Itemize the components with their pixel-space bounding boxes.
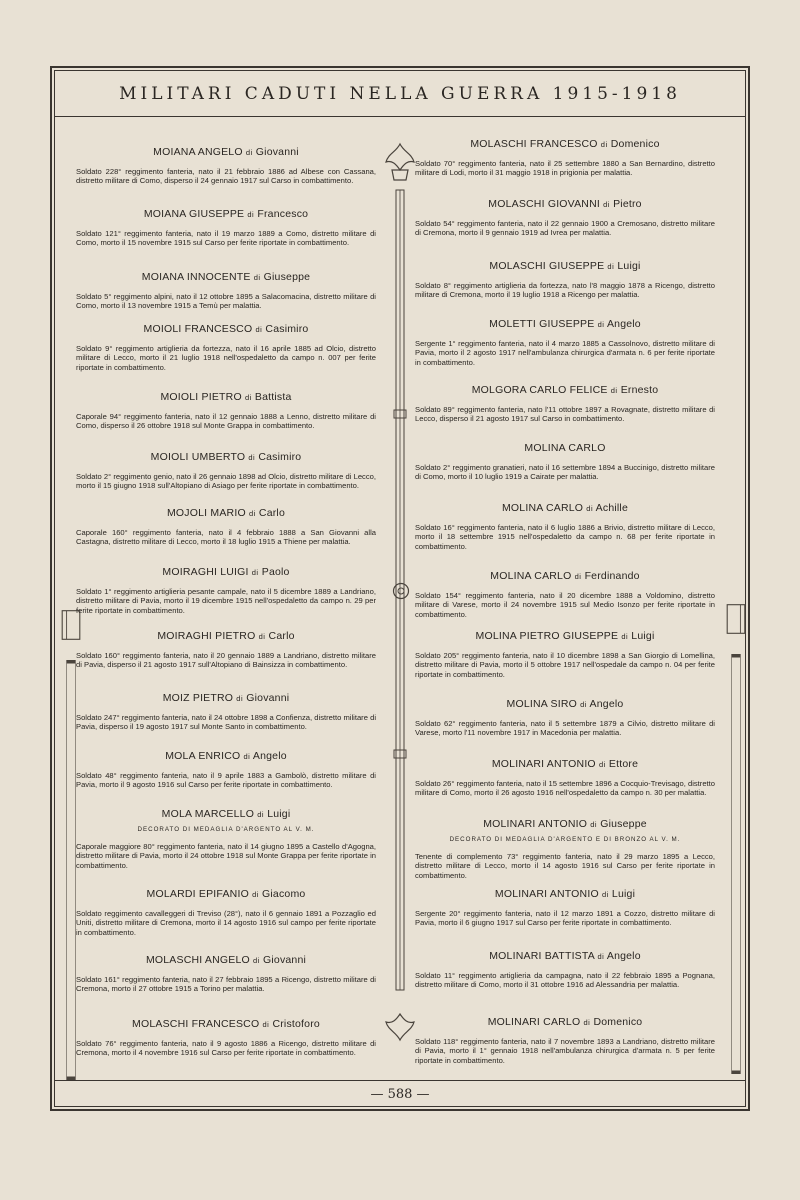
entry-name: MOLASCHI FRANCESCO di Cristoforo <box>132 1018 320 1030</box>
entry-name: MOIRAGHI PIETRO di Carlo <box>157 630 295 642</box>
entry-text: Soldato 8° reggimento artiglieria da fortezza, nato l'8 maggio 1878 a Ricengo, distretto militare di Cremona, morto il 19 luglio 1918 a Ricengo per malattia. <box>415 281 715 300</box>
entry-text: Soldato 2° reggimento genio, nato il 26 gennaio 1898 ad Olcio, distretto militare di Lecco, morto il 15 giugno 1918 sull'Altopiano di Asiago per ferite riportate in combattimento. <box>76 472 376 491</box>
page-number: — 588 — <box>370 1087 430 1102</box>
entry-name: MOJOLI MARIO di Carlo <box>166 507 285 519</box>
entry-name: MOLINARI BATTISTA di Angelo <box>489 950 641 962</box>
entry-name: MOIOLI UMBERTO di Casimiro <box>150 451 302 463</box>
right-pillar-icon <box>725 654 747 1074</box>
entry <box>76 566 376 615</box>
entry <box>76 630 376 670</box>
entry-text: Soldato 9° reggimento artiglieria da fortezza, nato il 16 aprile 1885 ad Olcio, distretto militare di Lecco, morto il 21 luglio 1918 nell'ospedaletto da campo n. 007 per ferite riportate in combattimento. <box>76 344 376 372</box>
entry-decoration: DECORATO DI MEDAGLIA D'ARGENTO E DI BRONZO AL V. M. <box>449 836 681 843</box>
entry <box>415 818 715 880</box>
entry <box>415 138 715 178</box>
entry-name: MOLGORA CARLO FELICE di Ernesto <box>471 384 659 396</box>
entry-name: MOLINA CARLO <box>524 442 606 454</box>
entry-name: MOLA MARCELLO di Luigi <box>161 808 291 820</box>
entry <box>76 750 376 790</box>
entry-text: Soldato 118° reggimento fanteria, nato il 7 novembre 1893 a Landriano, distretto militare di Pavia, morto il 1° gennaio 1918 nell'ambulanza chirurgica d'armata n. 5 per ferite riportate in combattimento. <box>415 1037 715 1065</box>
entry-text: Soldato 160° reggimento fanteria, nato il 20 gennaio 1889 a Landriano, distretto militare di Pavia, disperso il 21 agosto 1917 sull'Altopiano di Bainsizza in combattimento. <box>76 651 376 670</box>
entry-name: MOIOLI PIETRO di Battista <box>160 391 292 403</box>
entry <box>76 692 376 732</box>
entry <box>76 271 376 311</box>
entry-text: Soldato 62° reggimento fanteria, nato il 5 settembre 1879 a Cilvio, distretto militare di Varese, morto l'11 novembre 1917 in Macedonia per malattia. <box>415 719 715 738</box>
entry-text: Soldato 26° reggimento fanteria, nato il 15 settembre 1896 a Cocquio-Trevisago, distretto militare di Como, morto il 26 agosto 1916 nell'ospedaletto da campo n. 30 per malattia. <box>415 779 715 798</box>
entry-text: Soldato 154° reggimento fanteria, nato il 20 dicembre 1888 a Voldomino, distretto militare di Varese, morto il 24 novembre 1915 sul Medio Isonzo per ferite riportate in combattimento. <box>415 591 715 619</box>
entry-name: MOLINARI CARLO di Domenico <box>487 1016 643 1028</box>
entry <box>76 391 376 431</box>
entry-name: MOLINARI ANTONIO di Giuseppe <box>483 818 647 830</box>
footer-divider <box>55 1080 745 1081</box>
entry-text: Soldato 11° reggimento artiglieria da campagna, nato il 22 febbraio 1895 a Pognana, distretto militare di Como, morto il 31 ottobre 1916 ad Alessandria per malattia. <box>415 971 715 990</box>
entry-name: MOLINARI ANTONIO di Luigi <box>494 888 636 900</box>
entry-text: Soldato 1° reggimento artiglieria pesante campale, nato il 5 dicembre 1889 a Landriano, distretto militare di Pavia, morto il 19 dicembre 1915 nell'ospedaletto da campo n. 29 per ferite riportate in combattimento. <box>76 587 376 615</box>
right-banner-icon <box>725 594 747 644</box>
entry <box>76 808 376 870</box>
entry-text: Caporale maggiore 80° reggimento fanteria, nato il 14 giugno 1895 a Castello d'Agogna, distretto militare di Pavia, morto il 24 ottobre 1918 sul Monte Grappa per ferite riportate in combattimento. <box>76 842 376 870</box>
entry <box>415 950 715 990</box>
entry-name: MOLETTI GIUSEPPE di Angelo <box>489 318 641 330</box>
entry-text: Soldato 76° reggimento fanteria, nato il 9 agosto 1886 a Ricengo, distretto militare di Cremona, morto il 4 novembre 1916 sul Carso per ferite riportate in combattimento. <box>76 1039 376 1058</box>
entry-name: MOIOLI FRANCESCO di Casimiro <box>143 323 309 335</box>
entry-text: Tenente di complemento 73° reggimento fanteria, nato il 29 marzo 1895 a Lecco, distretto militare di Lecco, morto il 14 agosto 1916 sul Carso per ferite riportate in combattimento. <box>415 852 715 880</box>
entry-text: Soldato 2° reggimento granatieri, nato il 16 settembre 1894 a Buccinigo, distretto militare di Como, morto il 10 luglio 1919 a Cairate per malattia. <box>415 463 715 482</box>
entry <box>415 758 715 798</box>
entry-text: Caporale 94° reggimento fanteria, nato il 12 gennaio 1888 a Lenno, distretto militare di Como, disperso il 26 ottobre 1918 sul Monte Grappa in combattimento. <box>76 412 376 431</box>
entry-name: MOIANA ANGELO di Giovanni <box>153 146 299 158</box>
entry-text: Sergente 1° reggimento fanteria, nato il 4 marzo 1885 a Cassolnovo, distretto militare di Pavia, morto il 2 agosto 1917 nell'ambulanza chirurgica d'armata n. 6 per ferite riportate in combattimento. <box>415 339 715 367</box>
entry <box>415 1016 715 1065</box>
entry-text: Soldato 205° reggimento fanteria, nato il 10 dicembre 1898 a San Giorgio di Lomellina, distretto militare di Pavia, morto il 5 ottobre 1917 nell'ospedale da campo n. 04 per ferite riportate in combattimento. <box>415 651 715 679</box>
entry <box>76 146 376 186</box>
entry-text: Caporale 160° reggimento fanteria, nato il 4 febbraio 1888 a San Giovanni alla Castagna, distretto militare di Lecco, morto il 18 luglio 1915 a Thiene per malattia. <box>76 528 376 547</box>
entry-name: MOIANA INNOCENTE di Giuseppe <box>141 271 311 283</box>
entry-name: MOIANA GIUSEPPE di Francesco <box>143 208 309 220</box>
entry-name: MOLINA PIETRO GIUSEPPE di Luigi <box>475 630 655 642</box>
entry-name: MOLASCHI GIOVANNI di Pietro <box>488 198 642 210</box>
entry <box>415 502 715 551</box>
entry-decoration: DECORATO DI MEDAGLIA D'ARGENTO AL V. M. <box>137 826 315 833</box>
entry-name: MOLINA CARLO di Ferdinando <box>490 570 640 582</box>
entry <box>76 507 376 547</box>
entry-name: MOLINA SIRO di Angelo <box>506 698 624 710</box>
entry-text: Soldato 48° reggimento fanteria, nato il 9 aprile 1883 a Gambolò, distretto militare di Pavia, morto il 9 agosto 1916 sul Carso per ferite riportate in combattimento. <box>76 771 376 790</box>
header-divider <box>55 116 745 117</box>
entry-name: MOLASCHI GIUSEPPE di Luigi <box>489 260 641 272</box>
entry <box>76 888 376 937</box>
entry <box>76 1018 376 1058</box>
entry-text: Soldato 89° reggimento fanteria, nato l'11 ottobre 1897 a Rovagnate, distretto militare di Lecco, disperso il 21 agosto 1917 sul Carso in combattimento. <box>415 405 715 424</box>
entry <box>76 208 376 248</box>
entry <box>415 630 715 679</box>
entry-text: Soldato 70° reggimento fanteria, nato il 25 settembre 1880 a San Bernardino, distretto militare di Lodi, morto il 31 maggio 1918 in prigionia per malattia. <box>415 159 715 178</box>
entry <box>415 198 715 238</box>
entry-text: Sergente 20° reggimento fanteria, nato il 12 marzo 1891 a Cozzo, distretto militare di Pavia, morto il 6 giugno 1917 sul Carso per ferite riportate in combattimento. <box>415 909 715 928</box>
entry-text: Soldato 228° reggimento fanteria, nato il 21 febbraio 1886 ad Albese con Cassana, distretto militare di Como, disperso il 24 gennaio 1917 sul Carso in combattimento. <box>76 167 376 186</box>
entry <box>415 570 715 619</box>
entry-text: Soldato 247° reggimento fanteria, nato il 24 ottobre 1898 a Confienza, distretto militare di Pavia, disperso il 19 agosto 1917 sul Monte Santo in combattimento. <box>76 713 376 732</box>
entry-name: MOLA ENRICO di Angelo <box>165 750 287 762</box>
entry-name: MOIRAGHI LUIGI di Paolo <box>162 566 290 578</box>
entry <box>76 323 376 372</box>
entry <box>415 442 715 482</box>
entry-name: MOLINARI ANTONIO di Ettore <box>491 758 639 770</box>
entry-text: Soldato 121° reggimento fanteria, nato il 19 marzo 1889 a Como, distretto militare di Como, morto il 15 novembre 1915 sul Carso per ferite riportate in combattimento. <box>76 229 376 248</box>
entry <box>415 260 715 300</box>
rosette-icon <box>392 582 410 600</box>
entry-text: Soldato 16° reggimento fanteria, nato il 6 luglio 1886 a Brivio, distretto militare di Lecco, morto il 18 settembre 1915 nell'ospedaletto da campo n. 68 per ferite riportate in combattimento. <box>415 523 715 551</box>
entry-text: Soldato 5° reggimento alpini, nato il 12 ottobre 1895 a Salacomacina, distretto militare di Como, morto il 13 novembre 1915 a Temù per malattia. <box>76 292 376 311</box>
entry-text: Soldato reggimento cavalleggeri di Treviso (28°), nato il 6 gennaio 1891 a Pozzaglio ed Uniti, distretto militare di Cremona, morto il 14 agosto 1916 sul campo per ferite riportate in combattimento. <box>76 909 376 937</box>
entry-name: MOLASCHI FRANCESCO di Domenico <box>470 138 660 150</box>
entry-name: MOLASCHI ANGELO di Giovanni <box>145 954 307 966</box>
entry <box>76 954 376 994</box>
entry <box>76 451 376 491</box>
entry-name: MOLINA CARLO di Achille <box>501 502 629 514</box>
entry-text: Soldato 161° reggimento fanteria, nato il 27 febbraio 1895 a Ricengo, distretto militare di Cremona, morto il 27 ottobre 1915 a Torino per malattia. <box>76 975 376 994</box>
entry <box>415 698 715 738</box>
page-title: MILITARI CADUTI NELLA GUERRA 1915-1918 <box>119 84 681 104</box>
entry <box>415 888 715 928</box>
entry-name: MOIZ PIETRO di Giovanni <box>162 692 290 704</box>
entry <box>415 318 715 367</box>
entry-name: MOLARDI EPIFANIO di Giacomo <box>146 888 306 900</box>
entry-text: Soldato 54° reggimento fanteria, nato il 22 gennaio 1900 a Cremosano, distretto militare di Cremona, morto il 9 gennaio 1919 ad Ivrea per malattia. <box>415 219 715 238</box>
entry <box>415 384 715 424</box>
